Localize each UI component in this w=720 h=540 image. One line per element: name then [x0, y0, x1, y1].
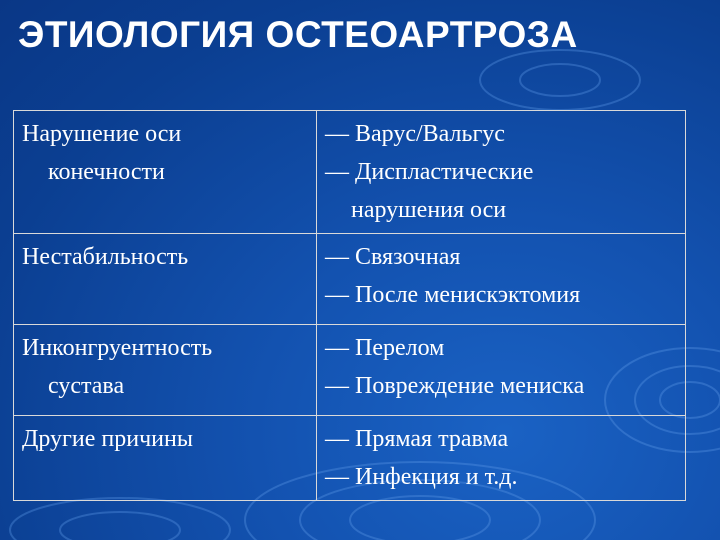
table-row	[14, 111, 686, 234]
detail-item: — Инфекция и т.д.	[325, 464, 518, 490]
etiology-table	[13, 110, 686, 501]
table-row	[14, 325, 686, 416]
detail-cell	[317, 234, 686, 325]
table-row	[14, 234, 686, 325]
detail-item: — После менискэктомия	[325, 282, 581, 308]
detail-cell	[317, 111, 686, 234]
detail-item: — Связочная	[325, 244, 461, 270]
cause-text: сустава	[48, 373, 125, 399]
slide-title: ЭТИОЛОГИЯ ОСТЕОАРТРОЗА	[18, 14, 578, 55]
detail-cell	[317, 416, 686, 501]
cause-cell	[14, 234, 317, 325]
cause-text: конечности	[48, 159, 165, 185]
table-row	[14, 416, 686, 501]
cause-cell	[14, 416, 317, 501]
cause-text: Нарушение оси	[22, 121, 182, 147]
detail-item: — Диспластические	[325, 159, 534, 185]
detail-item: — Перелом	[325, 335, 445, 361]
detail-item: — Прямая травма	[325, 426, 509, 452]
detail-item: — Варус/Вальгус	[325, 121, 505, 147]
detail-item: — Повреждение мениска	[325, 373, 585, 399]
cause-text: Инконгруентность	[22, 335, 213, 361]
cause-text: Другие причины	[22, 426, 193, 452]
cause-cell	[14, 111, 317, 234]
cause-text: Нестабильность	[22, 244, 189, 270]
cause-cell	[14, 325, 317, 416]
detail-cell	[317, 325, 686, 416]
detail-item: нарушения оси	[351, 197, 507, 223]
